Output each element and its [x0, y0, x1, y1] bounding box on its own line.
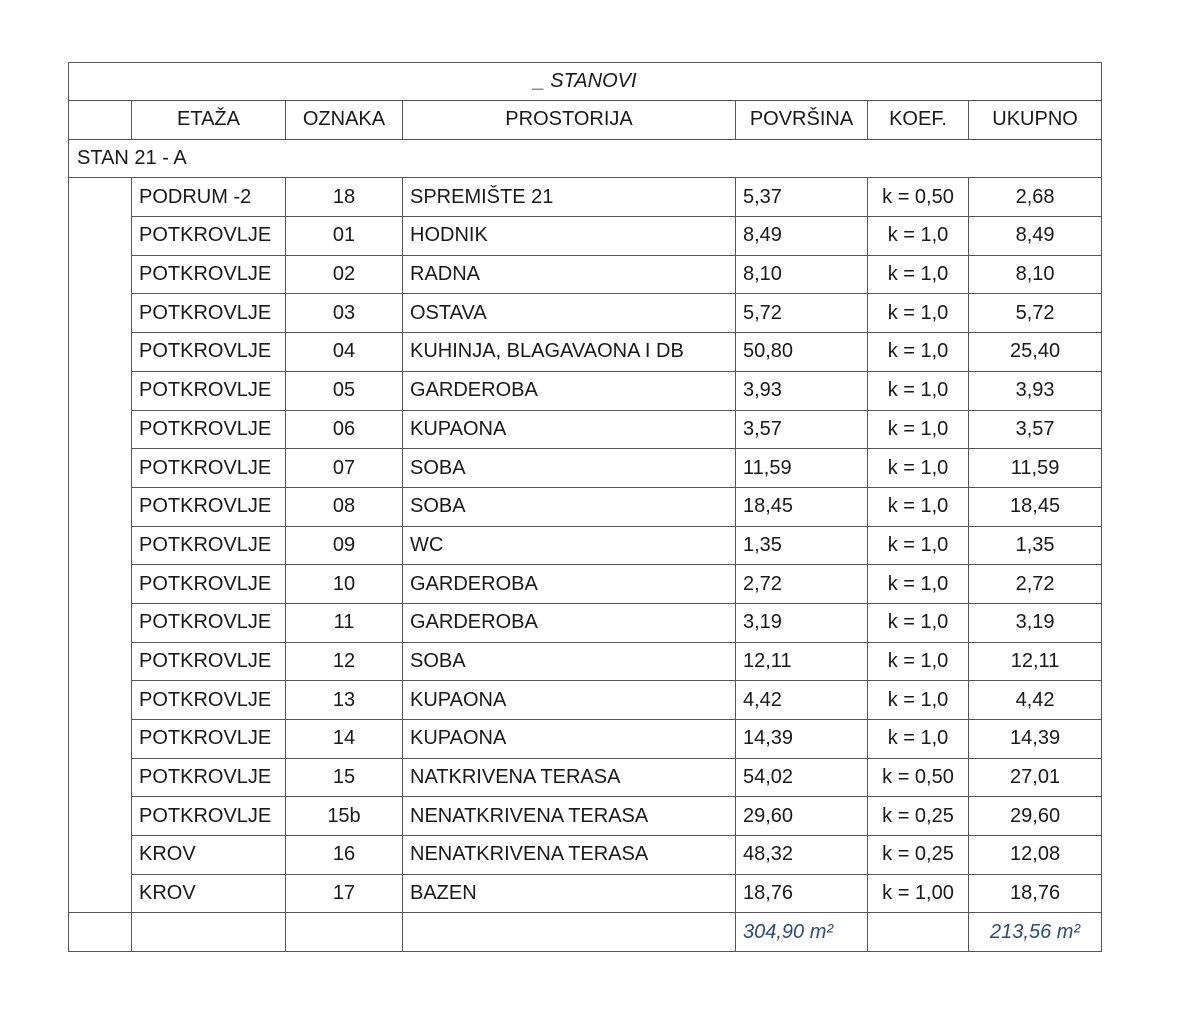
cell-oznaka: 13 [286, 681, 403, 720]
table-row [69, 294, 1102, 333]
cell-ukupno: 1,35 [969, 526, 1102, 565]
cell-oznaka: 08 [286, 487, 403, 526]
header-empty-cell [69, 101, 132, 140]
cell-prostorija: KUPAONA [403, 410, 736, 449]
totals-empty-cell [403, 913, 736, 952]
cell-oznaka: 05 [286, 371, 403, 410]
cell-etaza: POTKROVLJE [132, 526, 286, 565]
cell-oznaka: 04 [286, 333, 403, 372]
cell-povrsina: 18,45 [736, 487, 868, 526]
cell-povrsina: 29,60 [736, 797, 868, 836]
cell-oznaka: 02 [286, 255, 403, 294]
cell-povrsina: 54,02 [736, 758, 868, 797]
cell-ukupno: 14,39 [969, 720, 1102, 759]
table-row [69, 526, 1102, 565]
cell-povrsina: 8,49 [736, 217, 868, 256]
header-row [69, 101, 1102, 140]
cell-oznaka: 12 [286, 642, 403, 681]
cell-prostorija: GARDEROBA [403, 565, 736, 604]
cell-etaza: KROV [132, 836, 286, 875]
table-row [69, 410, 1102, 449]
cell-etaza: POTKROVLJE [132, 487, 286, 526]
cell-prostorija: NENATKRIVENA TERASA [403, 836, 736, 875]
cell-koef: k = 1,0 [868, 642, 969, 681]
cell-prostorija: KUPAONA [403, 681, 736, 720]
header-oznaka: OZNAKA [286, 101, 403, 140]
cell-koef: k = 0,50 [868, 758, 969, 797]
cell-oznaka: 10 [286, 565, 403, 604]
cell-ukupno: 18,76 [969, 874, 1102, 913]
cell-ukupno: 3,93 [969, 371, 1102, 410]
cell-ukupno: 12,08 [969, 836, 1102, 875]
table-row [69, 603, 1102, 642]
cell-etaza: POTKROVLJE [132, 410, 286, 449]
cell-ukupno: 27,01 [969, 758, 1102, 797]
cell-etaza: POTKROVLJE [132, 449, 286, 488]
cell-prostorija: NATKRIVENA TERASA [403, 758, 736, 797]
cell-ukupno: 4,42 [969, 681, 1102, 720]
cell-koef: k = 1,0 [868, 371, 969, 410]
cell-etaza: POTKROVLJE [132, 371, 286, 410]
table-row [69, 836, 1102, 875]
cell-povrsina: 3,93 [736, 371, 868, 410]
cell-prostorija: OSTAVA [403, 294, 736, 333]
totals-empty-cell [69, 913, 132, 952]
indent-cell [69, 178, 132, 913]
cell-koef: k = 1,0 [868, 217, 969, 256]
cell-etaza: POTKROVLJE [132, 565, 286, 604]
cell-oznaka: 09 [286, 526, 403, 565]
cell-koef: k = 1,0 [868, 410, 969, 449]
cell-prostorija: WC [403, 526, 736, 565]
table-row [69, 178, 1102, 217]
cell-koef: k = 1,0 [868, 294, 969, 333]
cell-koef: k = 0,50 [868, 178, 969, 217]
total-povrsina: 304,90 m² [736, 913, 868, 952]
cell-povrsina: 8,10 [736, 255, 868, 294]
cell-ukupno: 12,11 [969, 642, 1102, 681]
cell-povrsina: 48,32 [736, 836, 868, 875]
table-row [69, 255, 1102, 294]
table-row [69, 758, 1102, 797]
table-row [69, 487, 1102, 526]
cell-etaza: POTKROVLJE [132, 294, 286, 333]
header-etaza: ETAŽA [132, 101, 286, 140]
cell-oznaka: 06 [286, 410, 403, 449]
totals-empty-cell [868, 913, 969, 952]
cell-oznaka: 07 [286, 449, 403, 488]
cell-koef: k = 1,0 [868, 681, 969, 720]
cell-oznaka: 16 [286, 836, 403, 875]
cell-oznaka: 11 [286, 603, 403, 642]
header-prostorija: PROSTORIJA [403, 101, 736, 140]
table-row [69, 642, 1102, 681]
table-row [69, 874, 1102, 913]
cell-prostorija: KUHINJA, BLAGAVAONA I DB [403, 333, 736, 372]
cell-prostorija: SOBA [403, 487, 736, 526]
cell-ukupno: 3,19 [969, 603, 1102, 642]
cell-koef: k = 1,0 [868, 487, 969, 526]
cell-koef: k = 1,0 [868, 603, 969, 642]
header-ukupno: UKUPNO [969, 101, 1102, 140]
cell-prostorija: KUPAONA [403, 720, 736, 759]
table-row [69, 720, 1102, 759]
cell-ukupno: 8,10 [969, 255, 1102, 294]
table-title: _ STANOVI [69, 63, 1102, 101]
cell-prostorija: SOBA [403, 449, 736, 488]
cell-oznaka: 03 [286, 294, 403, 333]
cell-etaza: POTKROVLJE [132, 642, 286, 681]
cell-koef: k = 0,25 [868, 836, 969, 875]
cell-povrsina: 14,39 [736, 720, 868, 759]
cell-etaza: POTKROVLJE [132, 758, 286, 797]
cell-oznaka: 01 [286, 217, 403, 256]
cell-povrsina: 5,37 [736, 178, 868, 217]
cell-prostorija: SOBA [403, 642, 736, 681]
table-row [69, 797, 1102, 836]
cell-etaza: POTKROVLJE [132, 217, 286, 256]
cell-ukupno: 8,49 [969, 217, 1102, 256]
cell-koef: k = 1,0 [868, 526, 969, 565]
cell-etaza: POTKROVLJE [132, 681, 286, 720]
section-label: STAN 21 - A [69, 139, 1102, 178]
table-row [69, 333, 1102, 372]
cell-prostorija: BAZEN [403, 874, 736, 913]
table-row [69, 217, 1102, 256]
cell-ukupno: 11,59 [969, 449, 1102, 488]
table-row [69, 371, 1102, 410]
cell-povrsina: 50,80 [736, 333, 868, 372]
cell-prostorija: HODNIK [403, 217, 736, 256]
section-row [69, 139, 1102, 178]
cell-koef: k = 0,25 [868, 797, 969, 836]
totals-empty-cell [132, 913, 286, 952]
table-title-row [69, 63, 1102, 101]
cell-koef: k = 1,00 [868, 874, 969, 913]
cell-povrsina: 2,72 [736, 565, 868, 604]
total-ukupno: 213,56 m² [969, 913, 1102, 952]
cell-oznaka: 18 [286, 178, 403, 217]
cell-ukupno: 5,72 [969, 294, 1102, 333]
cell-etaza: PODRUM -2 [132, 178, 286, 217]
cell-povrsina: 18,76 [736, 874, 868, 913]
cell-povrsina: 5,72 [736, 294, 868, 333]
header-koef: KOEF. [868, 101, 969, 140]
cell-etaza: POTKROVLJE [132, 333, 286, 372]
cell-prostorija: RADNA [403, 255, 736, 294]
cell-ukupno: 2,72 [969, 565, 1102, 604]
cell-etaza: POTKROVLJE [132, 255, 286, 294]
table-row [69, 565, 1102, 604]
cell-prostorija: SPREMIŠTE 21 [403, 178, 736, 217]
cell-prostorija: GARDEROBA [403, 603, 736, 642]
cell-etaza: POTKROVLJE [132, 603, 286, 642]
cell-povrsina: 12,11 [736, 642, 868, 681]
cell-povrsina: 3,57 [736, 410, 868, 449]
cell-oznaka: 15b [286, 797, 403, 836]
cell-koef: k = 1,0 [868, 255, 969, 294]
cell-povrsina: 1,35 [736, 526, 868, 565]
totals-row [69, 913, 1102, 952]
cell-etaza: POTKROVLJE [132, 797, 286, 836]
cell-koef: k = 1,0 [868, 333, 969, 372]
cell-prostorija: GARDEROBA [403, 371, 736, 410]
cell-oznaka: 15 [286, 758, 403, 797]
table-row [69, 449, 1102, 488]
cell-ukupno: 3,57 [969, 410, 1102, 449]
cell-povrsina: 3,19 [736, 603, 868, 642]
cell-koef: k = 1,0 [868, 449, 969, 488]
totals-empty-cell [286, 913, 403, 952]
cell-etaza: KROV [132, 874, 286, 913]
cell-povrsina: 11,59 [736, 449, 868, 488]
apartment-area-table [68, 62, 1102, 952]
cell-koef: k = 1,0 [868, 565, 969, 604]
table-row [69, 681, 1102, 720]
cell-koef: k = 1,0 [868, 720, 969, 759]
cell-ukupno: 29,60 [969, 797, 1102, 836]
cell-etaza: POTKROVLJE [132, 720, 286, 759]
cell-ukupno: 2,68 [969, 178, 1102, 217]
cell-oznaka: 14 [286, 720, 403, 759]
cell-ukupno: 25,40 [969, 333, 1102, 372]
cell-prostorija: NENATKRIVENA TERASA [403, 797, 736, 836]
header-povrsina: POVRŠINA [736, 101, 868, 140]
cell-oznaka: 17 [286, 874, 403, 913]
cell-ukupno: 18,45 [969, 487, 1102, 526]
cell-povrsina: 4,42 [736, 681, 868, 720]
